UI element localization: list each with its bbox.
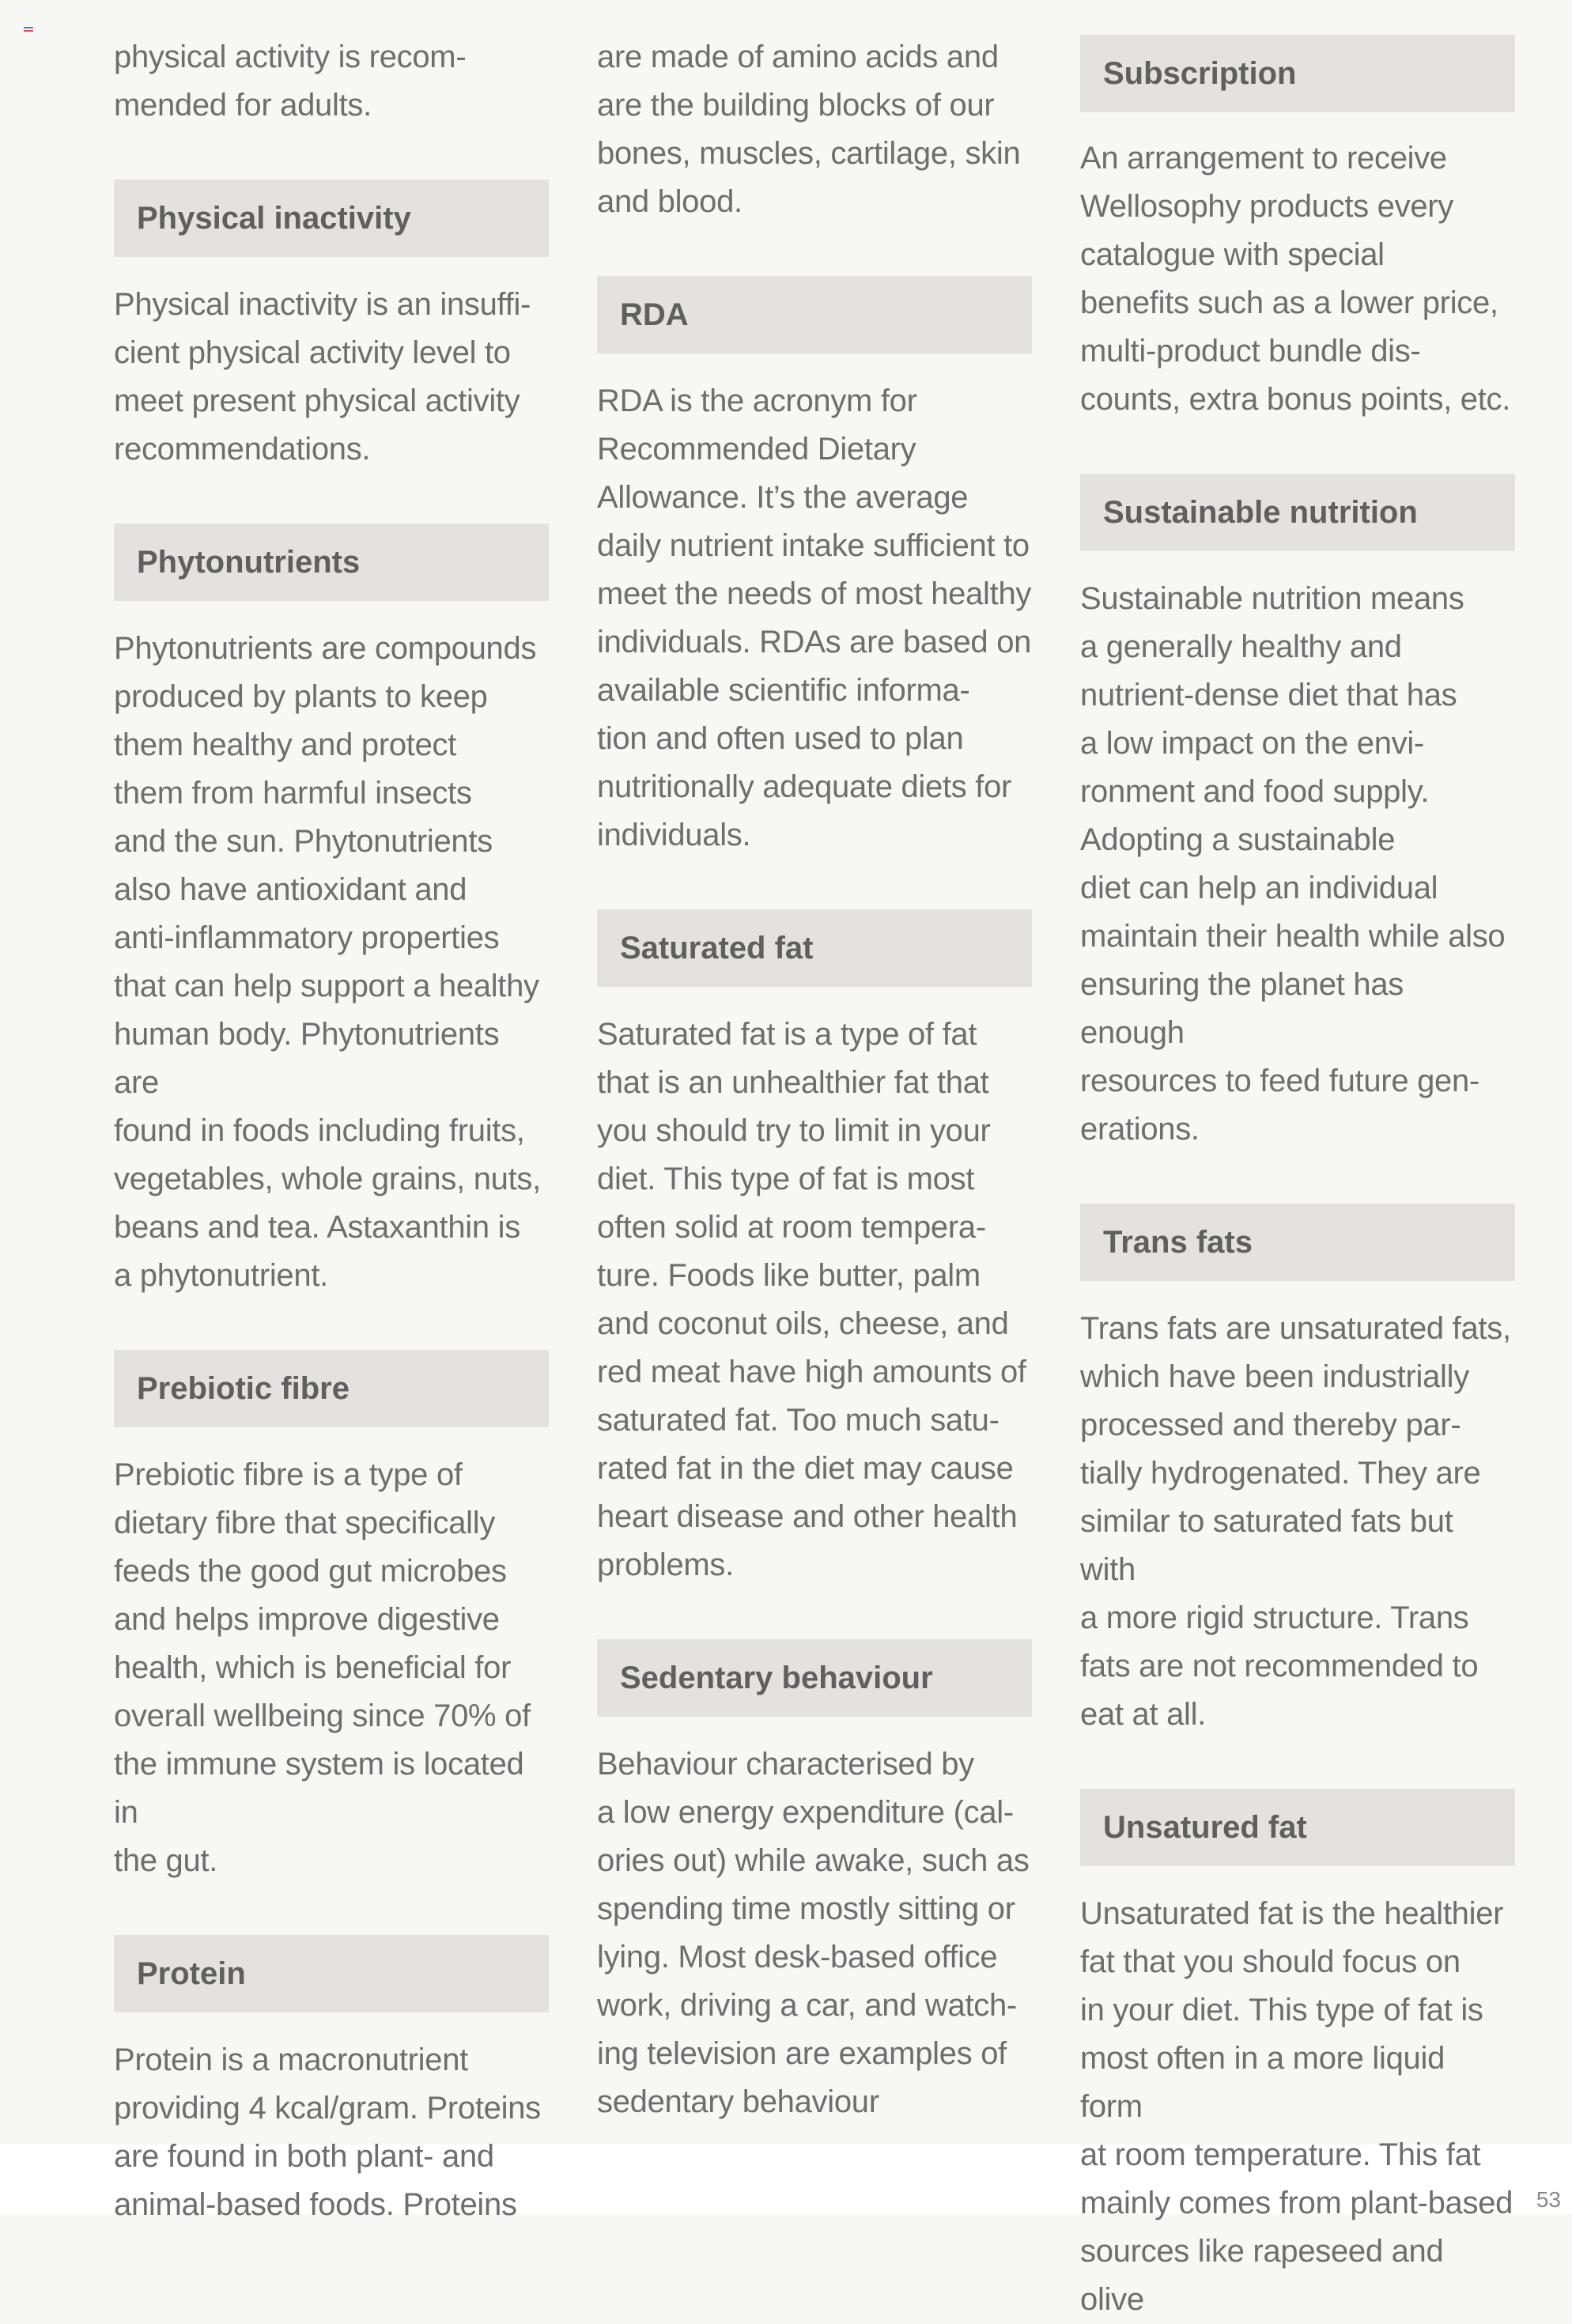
term-heading: RDA bbox=[597, 276, 1032, 353]
term-definition: Physical inactivity is an insuffi- cient physical activity level to meet present physical activity recommendations. bbox=[114, 287, 531, 467]
term-definition: are made of amino acids and are the building blocks of our bones, muscles, cartilage, skin and blood. bbox=[597, 40, 1021, 219]
term-definition: Protein is a macronutrient providing 4 kcal/gram. Proteins are found in both plant- and animal-based foods. Proteins bbox=[114, 2042, 541, 2222]
page-number: 53 bbox=[1536, 2187, 1561, 2212]
term-definition: Behaviour characterised by a low energy expenditure (cal- ories out) while awake, such as spending time mostly sitting or lying. Most desk-based office work, driving a car, and watch- ing television are examples of sedentary behaviour bbox=[597, 1747, 1030, 2119]
term-definition: Prebiotic fibre is a type of dietary fibre that specifically feeds the good gut microbes and helps improve digestive health, which is beneficial for overall wellbeing since 70% of the immune system is located in the gut. bbox=[114, 1457, 531, 1878]
term-heading: Saturated fat bbox=[597, 909, 1032, 987]
term-heading: Sustainable nutrition bbox=[1080, 474, 1515, 551]
term-heading: Unsatured fat bbox=[1080, 1789, 1515, 1866]
term-definition: Saturated fat is a type of fat that is an unhealthier fat that you should try to limit in your diet. This type of fat is most often solid at room tempera- ture. Foods like butter, palm and coconut oils, cheese, and red meat have high amounts of saturated fat. Too much satu- rated fat in the diet may cause heart disease and other health problems. bbox=[597, 1017, 1026, 1582]
term-definition: An arrangement to receive Wellosophy products every catalogue with special benefits such as a lower price, multi-product bundle dis- counts, extra bonus points, etc. bbox=[1080, 141, 1511, 417]
glossary-column-3 bbox=[1080, 33, 1515, 2324]
term-heading: Subscription bbox=[1080, 35, 1515, 112]
menu-icon[interactable] bbox=[24, 27, 33, 33]
term-heading: Phytonutrients bbox=[114, 523, 549, 601]
term-heading: Protein bbox=[114, 1935, 549, 2012]
term-definition: physical activity is recom- mended for adults. bbox=[114, 40, 467, 123]
term-heading: Physical inactivity bbox=[114, 179, 549, 257]
glossary-column-2 bbox=[597, 33, 1032, 2126]
term-heading: Sedentary behaviour bbox=[597, 1639, 1032, 1717]
term-definition: Unsaturated fat is the healthier fat that you should focus on in your diet. This type of fat is most often in a more liquid form at room temperature. This fat mainly comes from plant-based sources like rapeseed and olive bbox=[1080, 1896, 1513, 2317]
term-definition: RDA is the acronym for Recommended Dietary Allowance. It’s the average daily nutrient intake sufficient to meet the needs of most healthy individuals. RDAs are based on available scientific informa- tion and often used to plan nutritionally adequate diets for individuals. bbox=[597, 384, 1032, 852]
term-heading: Prebiotic fibre bbox=[114, 1350, 549, 1427]
term-definition: Trans fats are unsaturated fats, which have been industrially processed and thereby par- tially hydrogenated. They are similar to saturated fats but with a more rigid structure. Trans fats are not recommended to eat at all. bbox=[1080, 1311, 1511, 1732]
term-heading: Trans fats bbox=[1080, 1204, 1515, 1281]
glossary-column-1 bbox=[114, 33, 549, 2229]
term-definition: Phytonutrients are compounds produced by plants to keep them healthy and protect them from harmful insects and the sun. Phytonutrients also have antioxidant and anti-inflammatory properties that can help support a healthy human body. Phytonutrients are found in foods including fruits, vegetables, whole grains, nuts, beans and tea. Astaxanthin is a phytonutrient. bbox=[114, 631, 541, 1293]
term-definition: Sustainable nutrition means a generally healthy and nutrient-dense diet that has a low impact on the envi- ronment and food supply. Adopting a sustainable diet can help an individual maintain their health while also ensuring the planet has enough resources to feed future gen- erations. bbox=[1080, 581, 1506, 1147]
